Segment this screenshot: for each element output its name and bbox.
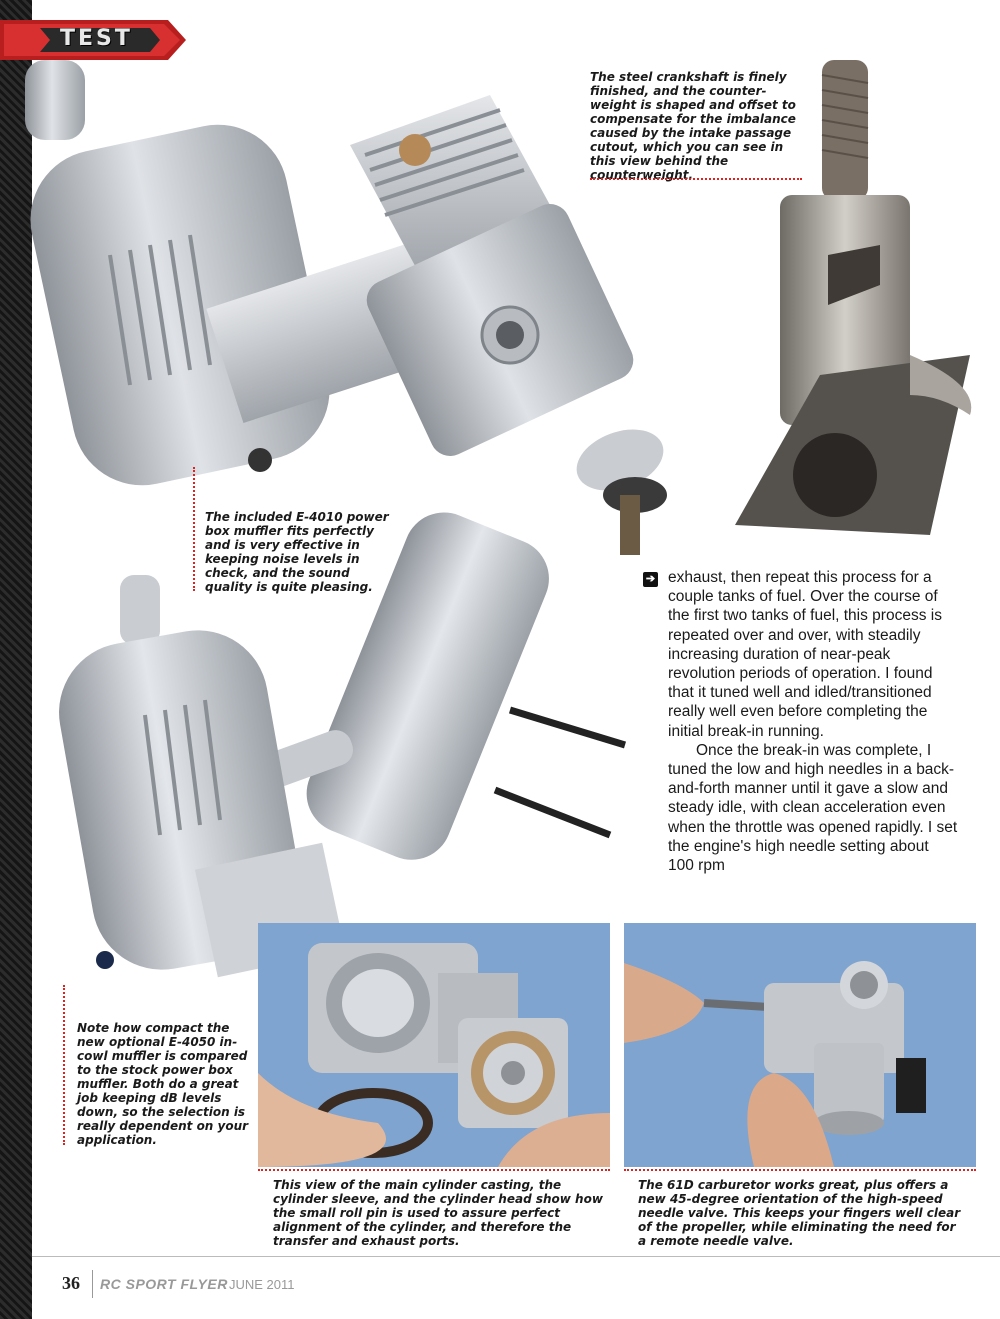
issue-date: - JUNE 2011 xyxy=(221,1277,295,1292)
engine-photo xyxy=(20,55,680,565)
cylinder-photo xyxy=(258,923,610,1167)
carburetor-photo xyxy=(624,923,976,1167)
body-paragraph-1: exhaust, then repeat this process for a couple tanks of fuel. Over the course of the first two tanks of fuel, this process is repeated over and over, with steadily increasing duration of near-peak revolution periods of operation. I found that it tuned well and idled/transitioned really well even before completing the initial break-in running. xyxy=(668,569,942,740)
power-box-caption: The included E-4010 power box muffler fits perfectly and is very effective in keeping noise levels in check, and the sound quality is quite pleasing. xyxy=(205,510,389,594)
incowl-caption-rule xyxy=(63,985,65,1145)
body-paragraph-2: Once the break-in was complete, I tuned the low and high needles in a back-and-forth manner until it gave a slow and steady idle, with clean acceleration even when the throttle was opened rapidly. I set the engine's high needle setting about 100 rpm xyxy=(668,741,958,875)
article-body xyxy=(668,568,958,875)
carburetor-caption: The 61D carburetor works great, plus offers a new 45-degree orientation of the high-speed needle valve. This keeps your fingers well clear of the propeller, while eliminating the need for a remote needle valve. xyxy=(638,1178,961,1248)
cylinder-caption-rule xyxy=(258,1169,610,1171)
carburetor-caption-rule xyxy=(624,1169,976,1171)
crankshaft-caption-rule xyxy=(590,178,802,180)
crankshaft-caption: The steel crankshaft is finely finished, and the counter-weight is shaped and offset to compensate for the imbalance caused by the intake passage cutout, which you can see in this view behind the counterweight. xyxy=(590,70,796,182)
magazine-name: RC SPORT FLYER xyxy=(100,1276,228,1292)
section-tab-label: TEST xyxy=(60,26,133,51)
continue-arrow-icon: ➔ xyxy=(643,572,658,587)
footer-rule xyxy=(32,1256,1000,1257)
footer-separator xyxy=(92,1270,93,1298)
cylinder-caption: This view of the main cylinder casting, the cylinder sleeve, and the cylinder head show how the small roll pin is used to assure perfect alignment of the cylinder, and therefore the transfer and exhaust ports. xyxy=(273,1178,603,1248)
incowl-caption: Note how compact the new optional E-4050 in-cowl muffler is compared to the stock power box muffler. Both do a great job keeping dB levels down, so the selection is really dependent on your application. xyxy=(77,1021,249,1147)
page-number: 36 xyxy=(62,1273,80,1293)
